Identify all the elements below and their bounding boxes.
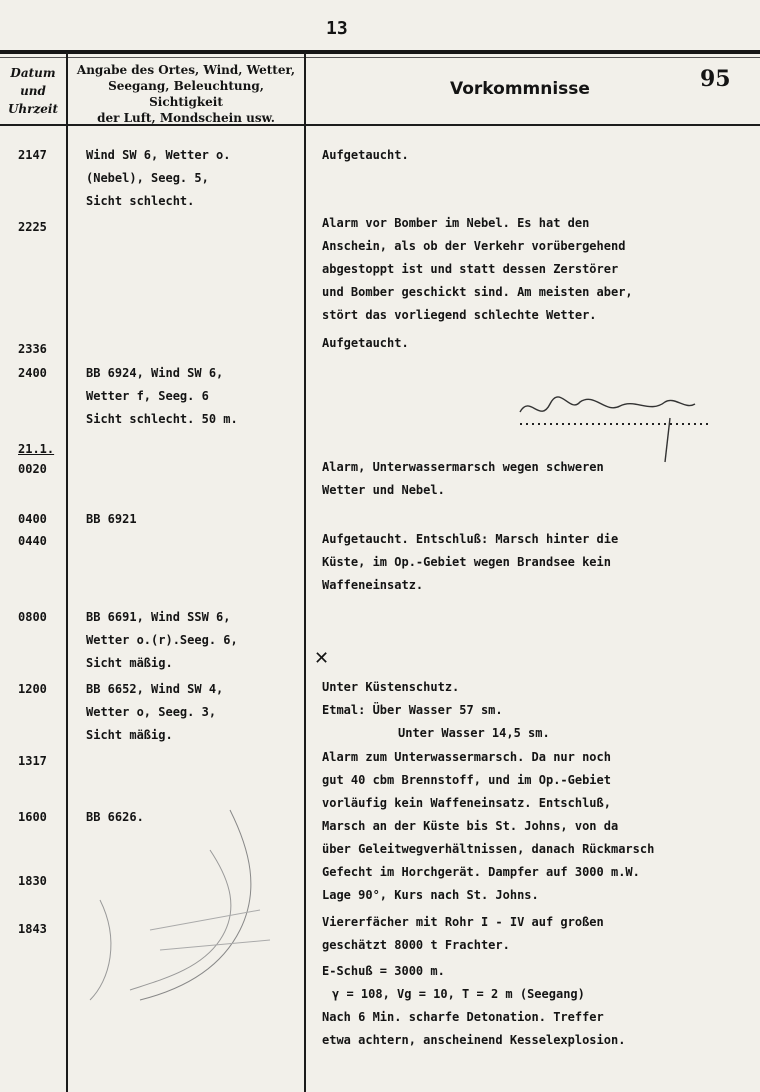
signature: [500, 384, 720, 464]
entry-event: [322, 911, 604, 957]
entry-time: 1600: [18, 810, 47, 824]
event-line: γ = 108, Vg = 10, T = 2 m (Seegang): [332, 987, 585, 1001]
place-line: (Nebel), Seeg. 5,: [86, 171, 209, 185]
page-number: 13: [326, 18, 348, 39]
event-line: Aufgetaucht. Entschluß: Marsch hinter die: [322, 532, 619, 546]
event-line: Lage 90°, Kurs nach St. Johns.: [322, 888, 539, 902]
date-header-line: Uhrzeit: [7, 102, 59, 116]
event-line: und Bomber geschickt sind. Am meisten aber,: [322, 285, 633, 299]
entry-event: [322, 144, 409, 167]
log-page-number: 95: [700, 66, 731, 92]
place-header-line: Seegang, Beleuchtung, Sichtigkeit: [108, 79, 264, 109]
entry-time: 2225: [18, 220, 47, 234]
event-line: Unter Küstenschutz.: [322, 680, 460, 694]
entry-place: [86, 144, 231, 213]
event-line: Wetter und Nebel.: [322, 483, 445, 497]
event-line: geschätzt 8000 t Frachter.: [322, 938, 510, 952]
entry-event: [322, 676, 550, 745]
entry-place: [86, 678, 223, 747]
events-column-header: Vorkommnisse: [450, 79, 590, 99]
entry-time: 0800: [18, 610, 47, 624]
entry-event: [322, 528, 618, 597]
entry-event: [322, 212, 633, 327]
place-line: Sicht mäßig.: [86, 656, 173, 670]
place-line: Wetter o.(r).Seeg. 6,: [86, 633, 238, 647]
entry-time: 1317: [18, 754, 47, 768]
place-line: BB 6652, Wind SW 4,: [86, 682, 224, 696]
place-header-line: der Luft, Mondschein usw.: [97, 111, 275, 125]
place-line: Wetter f, Seeg. 6: [86, 389, 209, 403]
event-line: Gefecht im Horchgerät. Dampfer auf 3000 m.W.: [322, 865, 640, 879]
place-line: BB 6626.: [86, 810, 144, 824]
entry-event: [322, 746, 654, 861]
header-rule-top-thin: [0, 57, 760, 58]
event-line: Aufgetaucht.: [322, 336, 409, 350]
event-line: Alarm, Unterwassermarsch wegen schweren: [322, 460, 604, 474]
event-line: Küste, im Op.-Gebiet wegen Brandsee kein: [322, 555, 611, 569]
event-line: Waffeneinsatz.: [322, 578, 424, 592]
place-line: Sicht schlecht.: [86, 194, 195, 208]
event-line: Viererfächer mit Rohr I - IV auf großen: [322, 915, 604, 929]
entry-date: 21.1.: [18, 442, 55, 456]
event-line: Anschein, als ob der Verkehr vorübergehend: [322, 239, 626, 253]
place-line: Sicht schlecht. 50 m.: [86, 412, 238, 426]
entry-time: 1200: [18, 682, 47, 696]
place-column-header: [70, 62, 302, 126]
event-line: etwa achtern, anscheinend Kesselexplosion.: [322, 1033, 626, 1047]
entry-time: 2400: [18, 366, 47, 380]
entry-time: 1830: [18, 874, 47, 888]
event-line: Aufgetaucht.: [322, 148, 409, 162]
event-line: vorläufig kein Waffeneinsatz. Entschluß,: [322, 796, 611, 810]
event-line: Marsch an der Küste bis St. Johns, von da: [322, 819, 619, 833]
entry-time: 0020: [18, 462, 47, 476]
event-line: Alarm vor Bomber im Nebel. Es hat den: [322, 216, 590, 230]
place-line: Sicht mäßig.: [86, 728, 173, 742]
entry-time: 2336: [18, 342, 47, 356]
event-line: Unter Wasser 14,5 sm.: [398, 726, 550, 740]
entry-time: 2147: [18, 148, 47, 162]
entry-event: [322, 960, 625, 1052]
place-line: BB 6691, Wind SSW 6,: [86, 610, 231, 624]
place-line: BB 6924, Wind SW 6,: [86, 366, 224, 380]
place-header-line: Angabe des Ortes, Wind, Wetter,: [76, 63, 296, 77]
entry-time: 0400: [18, 512, 47, 526]
date-column-header: [2, 64, 64, 118]
x-mark: ✕: [314, 648, 330, 669]
date-header-line: Datum: [10, 66, 56, 80]
event-line: Nach 6 Min. scharfe Detonation. Treffer: [322, 1010, 604, 1024]
event-line: Etmal: Über Wasser 57 sm.: [322, 703, 503, 717]
place-line: BB 6921: [86, 512, 137, 526]
event-line: Alarm zum Unterwassermarsch. Da nur noch: [322, 750, 611, 764]
entry-place: [86, 606, 238, 675]
entry-place: [86, 362, 238, 431]
header-rule-top: [0, 50, 760, 54]
entry-event: [322, 861, 640, 907]
place-line: Wind SW 6, Wetter o.: [86, 148, 231, 162]
event-line: abgestoppt ist und statt dessen Zerstörer: [322, 262, 619, 276]
event-line: über Geleitwegverhältnissen, danach Rückmarsch: [322, 842, 655, 856]
pencil-scribble: [60, 790, 320, 1010]
event-line: stört das vorliegend schlechte Wetter.: [322, 308, 597, 322]
place-line: Wetter o, Seeg. 3,: [86, 705, 217, 719]
event-line: E-Schuß = 3000 m.: [322, 964, 445, 978]
entry-event: [322, 332, 409, 355]
entry-time: 0440: [18, 534, 47, 548]
entry-time: 1843: [18, 922, 47, 936]
date-header-line: und: [20, 84, 46, 98]
event-line: gut 40 cbm Brennstoff, und im Op.-Gebiet: [322, 773, 611, 787]
entry-event: [322, 456, 604, 502]
entry-place: [86, 508, 137, 531]
